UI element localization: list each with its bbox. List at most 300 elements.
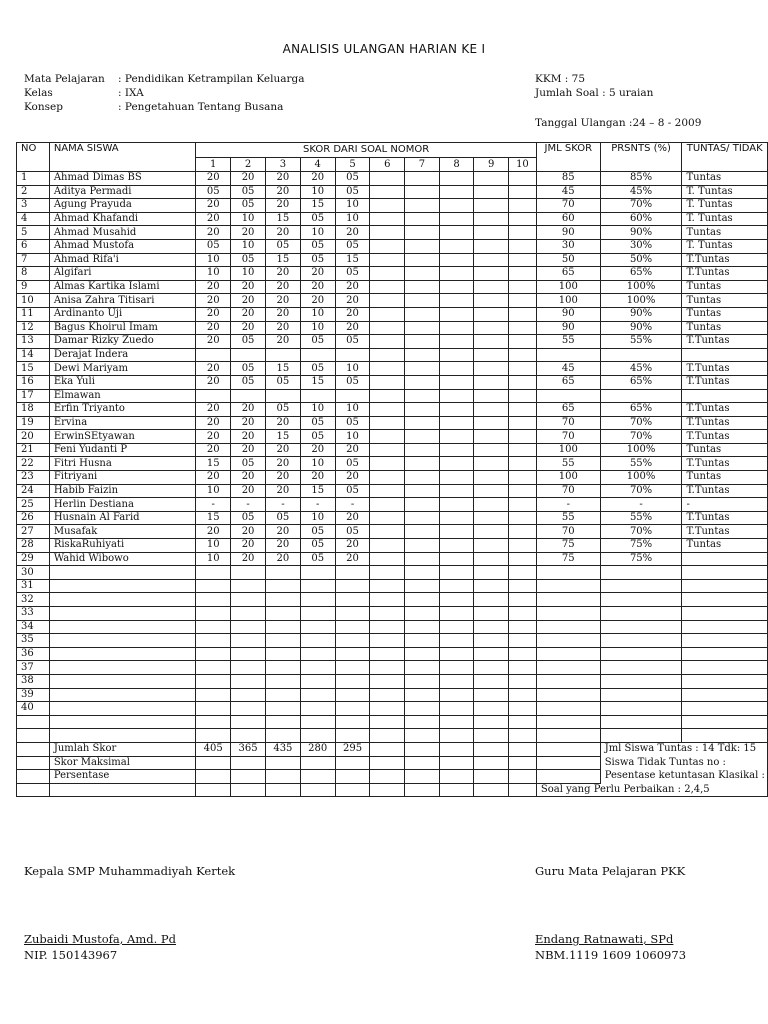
persentase-cell: 45%: [600, 185, 682, 199]
summary-score-cell: [231, 756, 266, 770]
student-name: Dewi Mariyam: [49, 362, 195, 376]
score-cell: 10: [335, 430, 370, 444]
status-cell: T. Tuntas: [682, 199, 768, 213]
score-cell: [474, 212, 509, 226]
student-no: 30: [17, 566, 50, 580]
score-cell: 15: [300, 199, 335, 213]
student-no: 21: [17, 443, 50, 457]
score-cell: [509, 321, 537, 335]
empty-cell: [509, 620, 537, 634]
empty-cell: [682, 674, 768, 688]
empty-cell: [265, 702, 300, 716]
score-cell: 20: [196, 294, 231, 308]
score-cell: [439, 430, 474, 444]
score-cell: [370, 525, 405, 539]
score-cell: 10: [196, 552, 231, 566]
status-cell: Tuntas: [682, 443, 768, 457]
score-cell: 05: [231, 185, 266, 199]
empty-cell: [49, 729, 195, 743]
summary-score-cell: [405, 742, 440, 756]
soal-number-1: 1: [196, 158, 231, 172]
score-cell: -: [196, 498, 231, 512]
empty-cell: [335, 674, 370, 688]
score-cell: [474, 321, 509, 335]
student-no: 38: [17, 674, 50, 688]
empty-cell: [231, 647, 266, 661]
empty-cell: [49, 607, 195, 621]
empty-cell: [682, 702, 768, 716]
score-cell: 20: [335, 280, 370, 294]
empty-cell: [536, 702, 600, 716]
jml-skor-cell: 75: [536, 552, 600, 566]
empty-cell: [49, 715, 195, 729]
score-cell: -: [265, 498, 300, 512]
empty-cell: [682, 729, 768, 743]
jml-skor-cell: 90: [536, 307, 600, 321]
empty-cell: [49, 620, 195, 634]
document-title: ANALISIS ULANGAN HARIAN KE I: [282, 42, 486, 56]
score-cell: 20: [231, 443, 266, 457]
score-cell: 20: [300, 294, 335, 308]
empty-cell: [196, 647, 231, 661]
status-cell: Tuntas: [682, 294, 768, 308]
score-cell: [509, 403, 537, 417]
table-row: [17, 280, 768, 294]
score-cell: 05: [231, 362, 266, 376]
score-cell: [474, 294, 509, 308]
table-row: [17, 511, 768, 525]
empty-cell: [682, 647, 768, 661]
empty-cell: [439, 715, 474, 729]
score-cell: 10: [196, 253, 231, 267]
left-signature-id: NIP. 150143967: [24, 948, 118, 962]
student-no: 5: [17, 226, 50, 240]
col-skor-header: SKOR DARI SOAL NOMOR: [196, 143, 537, 158]
score-cell: 05: [300, 539, 335, 553]
soal-number-3: 3: [265, 158, 300, 172]
empty-cell: [17, 783, 50, 797]
empty-cell: [536, 579, 600, 593]
score-cell: 20: [231, 294, 266, 308]
student-name: Anisa Zahra Titisari: [49, 294, 195, 308]
student-name: Ahmad Khafandi: [49, 212, 195, 226]
status-cell: T.Tuntas: [682, 511, 768, 525]
score-cell: [474, 307, 509, 321]
empty-cell: [439, 634, 474, 648]
jml-skor-cell: 70: [536, 484, 600, 498]
score-cell: 20: [335, 294, 370, 308]
kkm: KKM : 75: [535, 73, 586, 85]
student-no: 6: [17, 239, 50, 253]
score-cell: [474, 348, 509, 362]
empty-cell: [474, 566, 509, 580]
student-name: Agung Prayuda: [49, 199, 195, 213]
score-cell: 05: [300, 525, 335, 539]
score-cell: [439, 416, 474, 430]
empty-cell: [335, 566, 370, 580]
score-cell: 05: [335, 335, 370, 349]
persentase-row: [17, 770, 768, 784]
student-name: Ahmad Mustofa: [49, 239, 195, 253]
score-cell: 20: [265, 484, 300, 498]
score-cell: 10: [196, 267, 231, 281]
score-cell: [405, 552, 440, 566]
score-cell: [474, 239, 509, 253]
jml-skor-cell: 45: [536, 185, 600, 199]
score-cell: [405, 362, 440, 376]
score-cell: 20: [265, 457, 300, 471]
empty-cell: [536, 715, 600, 729]
empty-cell: [536, 593, 600, 607]
summary-score-cell: [370, 770, 405, 784]
summary-score-cell: [265, 770, 300, 784]
table-row: [17, 443, 768, 457]
score-cell: [474, 484, 509, 498]
score-cell: 20: [265, 280, 300, 294]
summary-score-cell: [300, 756, 335, 770]
score-cell: [405, 280, 440, 294]
score-cell: 10: [231, 239, 266, 253]
empty-cell: [509, 688, 537, 702]
student-no: 16: [17, 375, 50, 389]
soal-number-2: 2: [231, 158, 266, 172]
empty-cell: [17, 729, 50, 743]
score-cell: [439, 539, 474, 553]
score-cell: 20: [196, 280, 231, 294]
score-cell: [439, 294, 474, 308]
student-no: 39: [17, 688, 50, 702]
empty-cell: [231, 674, 266, 688]
score-cell: [509, 307, 537, 321]
score-cell: [405, 471, 440, 485]
skor-maksimal-row: [17, 756, 768, 770]
empty-cell: [536, 756, 600, 770]
col-tuntas-header: TUNTAS/ TIDAK: [682, 143, 768, 172]
status-cell: T. Tuntas: [682, 239, 768, 253]
score-cell: 20: [265, 307, 300, 321]
score-cell: 20: [300, 471, 335, 485]
empty-cell: [370, 783, 405, 797]
score-cell: [405, 525, 440, 539]
score-cell: [405, 253, 440, 267]
jml-skor-cell: 65: [536, 403, 600, 417]
score-cell: [509, 212, 537, 226]
score-cell: 20: [196, 321, 231, 335]
score-cell: [474, 552, 509, 566]
status-cell: T.Tuntas: [682, 525, 768, 539]
score-cell: [439, 307, 474, 321]
left-signature-name: Zubaidi Mustofa, Amd. Pd: [24, 932, 177, 946]
empty-cell: [196, 593, 231, 607]
summary-score-cell: [439, 742, 474, 756]
empty-cell: [600, 634, 682, 648]
student-no: 14: [17, 348, 50, 362]
score-cell: 05: [265, 511, 300, 525]
score-cell: [439, 321, 474, 335]
empty-cell: [370, 702, 405, 716]
table-row: [17, 199, 768, 213]
empty-cell: [17, 742, 50, 756]
student-no: 20: [17, 430, 50, 444]
score-cell: [370, 226, 405, 240]
student-no: 27: [17, 525, 50, 539]
jml-skor-cell: 65: [536, 267, 600, 281]
score-cell: [370, 307, 405, 321]
score-cell: [370, 362, 405, 376]
score-cell: [405, 443, 440, 457]
empty-cell: [196, 783, 231, 797]
summary-score-cell: [509, 756, 537, 770]
persentase-cell: 65%: [600, 267, 682, 281]
score-cell: [509, 226, 537, 240]
score-cell: 05: [265, 239, 300, 253]
score-cell: [370, 335, 405, 349]
empty-cell: [300, 688, 335, 702]
empty-cell: [536, 566, 600, 580]
empty-cell: [335, 579, 370, 593]
student-no: 10: [17, 294, 50, 308]
empty-cell: [335, 593, 370, 607]
persentase-cell: 100%: [600, 471, 682, 485]
empty-cell: [509, 593, 537, 607]
score-cell: [370, 280, 405, 294]
empty-cell: [600, 647, 682, 661]
persentase-cell: 100%: [600, 443, 682, 457]
empty-cell: [196, 702, 231, 716]
score-cell: 20: [196, 416, 231, 430]
jml-skor-cell: 75: [536, 539, 600, 553]
empty-cell: [474, 579, 509, 593]
empty-cell: [536, 661, 600, 675]
empty-cell: [231, 593, 266, 607]
score-cell: [370, 172, 405, 186]
student-no: 22: [17, 457, 50, 471]
score-cell: [509, 430, 537, 444]
student-no: 4: [17, 212, 50, 226]
empty-cell: [405, 702, 440, 716]
table-row: [17, 552, 768, 566]
status-cell: [682, 552, 768, 566]
empty-cell: [600, 674, 682, 688]
score-cell: [335, 389, 370, 403]
score-cell: [439, 403, 474, 417]
status-cell: T.Tuntas: [682, 403, 768, 417]
score-cell: [231, 389, 266, 403]
summary-score-cell: [509, 742, 537, 756]
score-cell: [474, 389, 509, 403]
score-cell: [439, 375, 474, 389]
persentase-cell: [600, 389, 682, 403]
score-cell: [405, 307, 440, 321]
empty-cell: [370, 566, 405, 580]
empty-cell: [49, 674, 195, 688]
student-name: Algifari: [49, 267, 195, 281]
score-cell: 20: [231, 403, 266, 417]
score-cell: [370, 375, 405, 389]
score-cell: [405, 375, 440, 389]
score-cell: -: [231, 498, 266, 512]
score-cell: [370, 443, 405, 457]
empty-cell: [405, 729, 440, 743]
empty-cell: [335, 661, 370, 675]
jml-skor-cell: -: [536, 498, 600, 512]
score-cell: [405, 457, 440, 471]
soal-number-6: 6: [370, 158, 405, 172]
student-name: Ahmad Rifa'i: [49, 253, 195, 267]
score-cell: [405, 389, 440, 403]
empty-cell: [509, 729, 537, 743]
persentase-cell: 70%: [600, 525, 682, 539]
score-cell: 20: [196, 226, 231, 240]
table-row: [17, 185, 768, 199]
score-cell: 20: [196, 212, 231, 226]
empty-cell: [370, 593, 405, 607]
score-cell: 20: [196, 525, 231, 539]
jml-skor-cell: 55: [536, 457, 600, 471]
score-cell: [509, 552, 537, 566]
status-cell: Tuntas: [682, 471, 768, 485]
student-no: 12: [17, 321, 50, 335]
summary-score-cell: 405: [196, 742, 231, 756]
empty-cell: [231, 620, 266, 634]
score-cell: [474, 443, 509, 457]
empty-cell: [265, 634, 300, 648]
empty-cell: [370, 620, 405, 634]
empty-cell: [335, 783, 370, 797]
score-cell: [370, 511, 405, 525]
col-no-header: NO: [17, 143, 50, 172]
empty-cell: [231, 607, 266, 621]
header-row: [17, 143, 768, 158]
score-cell: 20: [196, 471, 231, 485]
score-cell: [370, 552, 405, 566]
student-name: Musafak: [49, 525, 195, 539]
score-cell: [509, 335, 537, 349]
persentase-cell: 75%: [600, 552, 682, 566]
table-row: [17, 634, 768, 648]
score-cell: [509, 348, 537, 362]
empty-cell: [600, 607, 682, 621]
score-cell: 20: [196, 335, 231, 349]
summary-score-cell: [509, 770, 537, 784]
status-cell: -: [682, 498, 768, 512]
score-cell: 10: [300, 457, 335, 471]
student-name: Bagus Khoirul Imam: [49, 321, 195, 335]
score-cell: [405, 212, 440, 226]
score-cell: [439, 498, 474, 512]
persentase-cell: 70%: [600, 416, 682, 430]
score-cell: 05: [231, 335, 266, 349]
empty-cell: [600, 593, 682, 607]
score-cell: [439, 226, 474, 240]
empty-cell: [370, 688, 405, 702]
score-cell: 20: [300, 443, 335, 457]
empty-cell: [300, 607, 335, 621]
jml-skor-cell: [536, 348, 600, 362]
score-cell: 20: [265, 335, 300, 349]
persentase-cell: -: [600, 498, 682, 512]
empty-cell: [300, 593, 335, 607]
score-cell: [405, 348, 440, 362]
score-cell: 20: [335, 539, 370, 553]
blank-row: [17, 729, 768, 743]
score-cell: [439, 253, 474, 267]
empty-cell: [265, 647, 300, 661]
student-no: 34: [17, 620, 50, 634]
score-cell: [439, 525, 474, 539]
score-cell: 05: [196, 239, 231, 253]
meta-row-mapel: Mata Pelajaran : Pendidikan Ketrampilan Keluarga: [24, 73, 305, 85]
score-cell: [405, 539, 440, 553]
table-row: [17, 430, 768, 444]
score-cell: [439, 212, 474, 226]
empty-cell: [265, 674, 300, 688]
jml-skor-cell: 90: [536, 321, 600, 335]
jml-skor-cell: 60: [536, 212, 600, 226]
student-name: RiskaRuhiyati: [49, 539, 195, 553]
student-no: 9: [17, 280, 50, 294]
student-name: Erfin Triyanto: [49, 403, 195, 417]
score-cell: [509, 362, 537, 376]
meta-row-kelas: Kelas : IXA: [24, 87, 144, 99]
jml-skor-cell: 85: [536, 172, 600, 186]
student-name: Fitriyani: [49, 471, 195, 485]
score-cell: 10: [300, 307, 335, 321]
jml-skor-cell: 65: [536, 375, 600, 389]
empty-cell: [536, 688, 600, 702]
empty-cell: [474, 729, 509, 743]
empty-cell: [509, 783, 537, 797]
table-row: [17, 335, 768, 349]
jml-skor-cell: 30: [536, 239, 600, 253]
score-cell: [405, 199, 440, 213]
score-cell: 05: [196, 185, 231, 199]
empty-cell: [196, 715, 231, 729]
score-cell: [509, 172, 537, 186]
summary-score-cell: 280: [300, 742, 335, 756]
table-row: [17, 525, 768, 539]
student-no: 13: [17, 335, 50, 349]
empty-cell: [536, 607, 600, 621]
status-cell: [682, 389, 768, 403]
col-jml-header: JML SKOR: [536, 143, 600, 172]
empty-cell: [231, 579, 266, 593]
student-no: 28: [17, 539, 50, 553]
status-cell: Tuntas: [682, 321, 768, 335]
score-cell: [370, 348, 405, 362]
student-no: 11: [17, 307, 50, 321]
score-cell: 05: [300, 552, 335, 566]
soal-number-7: 7: [405, 158, 440, 172]
empty-cell: [265, 566, 300, 580]
score-cell: 05: [300, 239, 335, 253]
student-no: 40: [17, 702, 50, 716]
empty-cell: [509, 661, 537, 675]
score-cell: [474, 335, 509, 349]
empty-cell: [682, 634, 768, 648]
soal-number-10: 10: [509, 158, 537, 172]
score-cell: [231, 348, 266, 362]
empty-cell: [300, 647, 335, 661]
status-cell: [682, 348, 768, 362]
summary-score-cell: [335, 770, 370, 784]
student-name: Fitri Husna: [49, 457, 195, 471]
empty-cell: [300, 702, 335, 716]
empty-cell: [196, 607, 231, 621]
score-cell: 20: [231, 172, 266, 186]
empty-cell: [49, 634, 195, 648]
status-cell: T.Tuntas: [682, 457, 768, 471]
